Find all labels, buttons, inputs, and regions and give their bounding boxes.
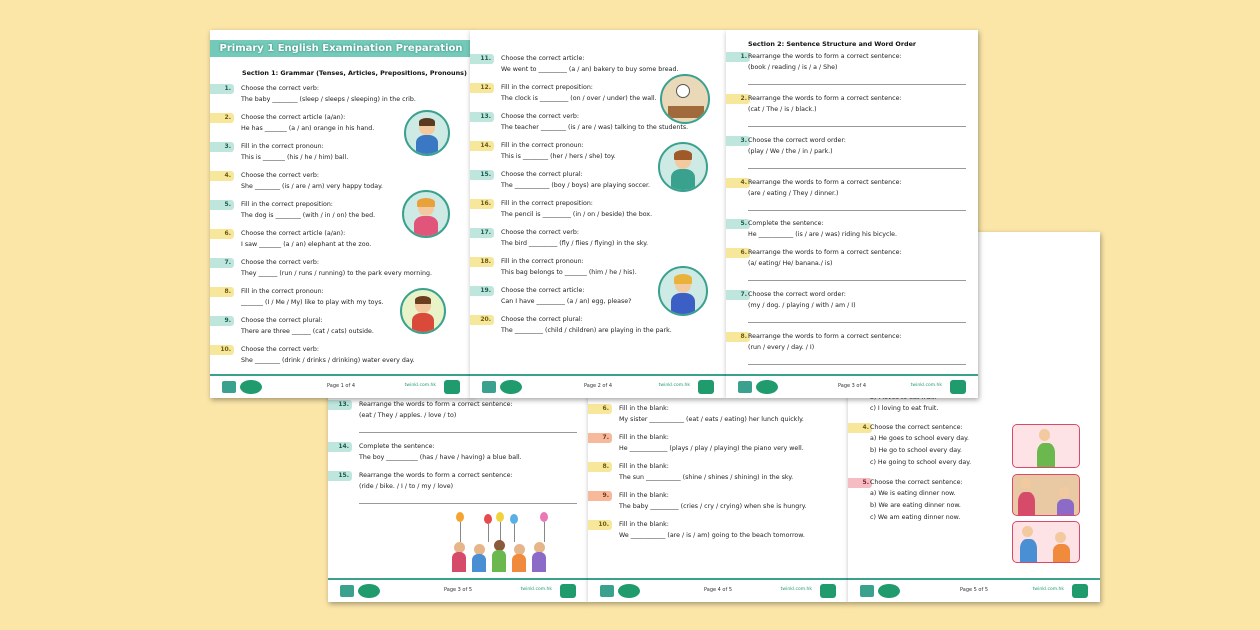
answer-line[interactable] [748, 168, 966, 169]
question-number: 5. [210, 200, 234, 210]
section-heading: Section 1: Grammar (Tenses, Articles, Prepositions, Pronouns) [242, 69, 467, 77]
boy-with-bag-illustration [658, 266, 708, 316]
question-8 [726, 332, 978, 356]
question-number: 2. [726, 94, 750, 104]
right-logo-icon [1072, 584, 1088, 598]
question-number: 13. [328, 400, 352, 410]
answer-line[interactable] [748, 126, 966, 127]
right-logo-icon [820, 584, 836, 598]
question-1 [210, 84, 472, 108]
question-number: 4. [726, 178, 750, 188]
question-5 [726, 219, 978, 243]
question-sentence: (book / reading / is / a / She) [748, 64, 838, 71]
question-title: Choose the correct article (a/an): [241, 230, 346, 237]
question-2 [726, 94, 978, 118]
footer-url: twinkl.com.hk [658, 383, 690, 388]
question-sentence: (a/ eating/ He/ banana./ is) [748, 260, 833, 267]
question-number: 6. [726, 248, 750, 258]
right-logo-icon [950, 380, 966, 394]
page-number: Page 2 of 4 [583, 383, 613, 389]
page-footer [588, 578, 848, 602]
page-number: Page 1 of 4 [326, 383, 356, 389]
question-title: Fill in the correct pronoun: [501, 142, 584, 149]
question-title: Choose the correct plural: [501, 316, 583, 323]
question-title: Choose the correct word order: [748, 137, 846, 144]
right-logo-icon [698, 380, 714, 394]
question-title: Fill in the blank: [619, 463, 669, 470]
question-number: 12. [470, 83, 494, 93]
question-number: 8. [588, 462, 612, 472]
question-sentence: The teacher ________ (is / are / was) talking to the students. [501, 124, 689, 131]
question-10 [588, 520, 848, 544]
question-number: 8. [726, 332, 750, 342]
question-title: Fill in the correct pronoun: [501, 258, 584, 265]
question-4 [726, 178, 978, 202]
option-a[interactable]: a) He goes to school every day. [870, 435, 969, 442]
question-sentence: He ___________ (is / are / was) riding his bicycle. [748, 231, 898, 238]
girl-with-toy-illustration [1012, 424, 1080, 468]
page-footer [470, 374, 726, 398]
question-number: 9. [210, 316, 234, 326]
answer-line[interactable] [359, 503, 577, 504]
question-title: Fill in the blank: [619, 434, 669, 441]
question-number: 5. [848, 478, 872, 488]
question-title: Choose the correct verb: [501, 229, 579, 236]
question-number: 18. [470, 257, 494, 267]
question-20 [470, 315, 726, 339]
question-title: Rearrange the words to form a correct sentence: [748, 333, 902, 340]
question-sentence: The ___________ (boy / boys) are playing soccer. [501, 182, 651, 189]
option-c[interactable]: c) He going to school every day. [870, 459, 972, 466]
question-sentence: My sister ___________ (eat / eats / eating) her lunch quickly. [619, 416, 804, 423]
question-6 [588, 404, 848, 428]
footer-url: twinkl.com.hk [780, 587, 812, 592]
children-balloons-illustration [448, 512, 558, 572]
question-16 [470, 199, 726, 223]
question-sentence: _______ (I / Me / My) like to play with my toys. [241, 299, 384, 306]
question-title: Rearrange the words to form a correct sentence: [748, 249, 902, 256]
question-sentence: (ride / bike. / I / to / my / love) [359, 483, 454, 490]
question-number: 3. [726, 136, 750, 146]
answer-line[interactable] [748, 84, 966, 85]
question-sentence: (my / dog. / playing / with / am / I) [748, 302, 856, 309]
previous-options [848, 396, 1100, 420]
page-number: Page 3 of 4 [837, 383, 867, 389]
option-b[interactable]: b) He go to school every day. [870, 447, 962, 454]
footer-url: twinkl.com.hk [1032, 587, 1064, 592]
page-number: Page 5 of 5 [959, 587, 989, 593]
question-sentence: (eat / They / apples. / love / to) [359, 412, 457, 419]
question-13 [328, 400, 588, 424]
question-number: 1. [726, 52, 750, 62]
answer-line[interactable] [359, 432, 577, 433]
question-title: Choose the correct article (a/an): [241, 114, 346, 121]
question-title: Choose the correct verb: [241, 85, 319, 92]
question-number: 19. [470, 286, 494, 296]
question-sentence: They ______ (run / runs / running) to the park every morning. [241, 270, 432, 277]
question-15 [328, 471, 588, 495]
question-title: Choose the correct verb: [241, 259, 319, 266]
option-a[interactable]: a) We is eating dinner now. [870, 490, 956, 497]
boy-playing-illustration [400, 288, 446, 334]
family-scene-illustration [1012, 474, 1080, 516]
question-title: Rearrange the words to form a correct sentence: [359, 472, 513, 479]
boy-with-orange-illustration [404, 110, 450, 156]
question-number: 15. [328, 471, 352, 481]
footer-url: twinkl.com.hk [404, 383, 436, 388]
question-sentence: The boy __________ (has / have / having) a blue ball. [359, 454, 522, 461]
answer-line[interactable] [748, 210, 966, 211]
question-title: Fill in the correct pronoun: [241, 288, 324, 295]
question-title: Choose the correct verb: [241, 172, 319, 179]
girl-at-desk-illustration [658, 142, 708, 192]
question-14 [328, 442, 588, 466]
question-number: 13. [470, 112, 494, 122]
question-number: 8. [210, 287, 234, 297]
question-number: 9. [588, 491, 612, 501]
question-number: 7. [588, 433, 612, 443]
question-title: Fill in the blank: [619, 492, 669, 499]
question-sentence: The _________ (child / children) are playing in the park. [501, 327, 672, 334]
question-sentence: (play / We / the / in / park.) [748, 148, 833, 155]
question-sentence: This bag belongs to _______ (him / he / his). [501, 269, 637, 276]
footer-url: twinkl.com.hk [910, 383, 942, 388]
question-sentence: He ____________ (plays / play / playing) the piano very well. [619, 445, 804, 452]
question-number: 5. [726, 219, 750, 229]
question-3 [726, 136, 978, 160]
question-number: 3. [210, 142, 234, 152]
question-number: 14. [328, 442, 352, 452]
question-title: Choose the correct sentence: [870, 479, 963, 486]
question-number: 10. [588, 520, 612, 530]
question-number: 10. [210, 345, 234, 355]
question-sentence: The pencil is _________ (in / on / beside) the box. [501, 211, 653, 218]
question-sentence: The baby _________ (cries / cry / crying) when she is hungry. [619, 503, 807, 510]
question-title: Fill in the correct preposition: [241, 201, 333, 208]
answer-line[interactable] [748, 364, 966, 365]
question-title: Choose the correct plural: [501, 171, 583, 178]
question-number: 15. [470, 170, 494, 180]
question-sentence: She ________ (drink / drinks / drinking) water every day. [241, 357, 415, 364]
question-title: Complete the sentence: [748, 220, 824, 227]
question-title: Rearrange the words to form a correct sentence: [748, 53, 902, 60]
question-8 [588, 462, 848, 486]
answer-line[interactable] [748, 322, 966, 323]
question-sentence: The dog is ________ (with / in / on) the bed. [241, 212, 376, 219]
page-footer [328, 578, 588, 602]
question-7 [726, 290, 978, 314]
question-10 [210, 345, 472, 369]
family-eating-illustration [1012, 521, 1080, 563]
question-number: 7. [726, 290, 750, 300]
question-sentence: (are / eating / They / dinner.) [748, 190, 839, 197]
section-heading: Section 2: Sentence Structure and Word Order [748, 40, 917, 48]
question-sentence: We went to _________ (a / an) bakery to buy some bread. [501, 66, 679, 73]
question-number: 6. [588, 404, 612, 414]
question-number: 4. [848, 423, 872, 433]
question-title: Complete the sentence: [359, 443, 435, 450]
worksheet-page-1 [210, 30, 472, 398]
question-sentence: This is ________ (her / hers / she) toy. [501, 153, 616, 160]
option-b[interactable]: b) We are eating dinner now. [870, 502, 961, 509]
question-sentence: This is _______ (his / he / him) ball. [241, 154, 349, 161]
question-9 [588, 491, 848, 515]
question-sentence: The baby ________ (sleep / sleeps / sleeping) in the crib. [241, 96, 416, 103]
page-number: Page 3 of 5 [443, 587, 473, 593]
question-sentence: (cat / The / is / black.) [748, 106, 817, 113]
question-title: Choose the correct sentence: [870, 424, 963, 431]
question-number: 11. [470, 54, 494, 64]
right-logo-icon [560, 584, 576, 598]
question-title: Fill in the blank: [619, 521, 669, 528]
option-text: c) I loving to eat fruit. [870, 405, 939, 412]
page-footer [848, 578, 1100, 602]
question-sentence: She ________ (is / are / am) very happy today. [241, 183, 383, 190]
classroom-clock-illustration [660, 74, 710, 124]
question-number: 4. [210, 171, 234, 181]
question-title: Choose the correct verb: [501, 113, 579, 120]
question-6 [726, 248, 978, 272]
question-title: Fill in the blank: [619, 405, 669, 412]
question-title: Choose the correct word order: [748, 291, 846, 298]
question-title: Fill in the correct preposition: [501, 200, 593, 207]
worksheet-page-3 [726, 30, 978, 398]
question-title: Rearrange the words to form a correct sentence: [359, 401, 513, 408]
question-sentence: The bird _________ (fly / flies / flying) in the sky. [501, 240, 649, 247]
question-sentence: The sun ___________ (shine / shines / shining) in the sky. [619, 474, 794, 481]
page-footer [210, 374, 472, 398]
question-title: Rearrange the words to form a correct sentence: [748, 179, 902, 186]
question-title: Fill in the correct preposition: [501, 84, 593, 91]
question-title: Choose the correct verb: [241, 346, 319, 353]
question-sentence: (run / every / day. / I) [748, 344, 815, 351]
answer-line[interactable] [748, 280, 966, 281]
question-sentence: Can I have _________ (a / an) egg, please? [501, 298, 632, 305]
question-title: Fill in the correct pronoun: [241, 143, 324, 150]
question-number: 16. [470, 199, 494, 209]
question-number: 17. [470, 228, 494, 238]
question-number: 6. [210, 229, 234, 239]
question-sentence: There are three ______ (cat / cats) outside. [241, 328, 374, 335]
question-sentence: We ___________ (are / is / am) going to the beach tomorrow. [619, 532, 805, 539]
page-footer [726, 374, 978, 398]
question-17 [470, 228, 726, 252]
footer-url: twinkl.com.hk [520, 587, 552, 592]
right-logo-icon [444, 380, 460, 394]
page-number: Page 4 of 5 [703, 587, 733, 593]
girl-waving-illustration [402, 190, 450, 238]
question-1 [726, 52, 978, 76]
worksheet-page-2 [470, 30, 726, 398]
question-sentence: He has _______ (a / an) orange in his hand. [241, 125, 375, 132]
worksheet-page-5 [588, 390, 848, 602]
question-number: 7. [210, 258, 234, 268]
question-number: 2. [210, 113, 234, 123]
option-c[interactable]: c) We am eating dinner now. [870, 514, 961, 521]
question-number: 20. [470, 315, 494, 325]
question-7 [588, 433, 848, 457]
question-title: Rearrange the words to form a correct sentence: [748, 95, 902, 102]
question-title: Choose the correct plural: [241, 317, 323, 324]
question-sentence: The clock is _________ (on / over / under) the wall. [501, 95, 657, 102]
question-7 [210, 258, 472, 282]
question-title: Choose the correct article: [501, 287, 585, 294]
question-number: 1. [210, 84, 234, 94]
worksheet-page-4 [328, 390, 588, 602]
question-title: Choose the correct article: [501, 55, 585, 62]
worksheet-title: Primary 1 English Examination Preparation [210, 40, 472, 57]
question-number: 14. [470, 141, 494, 151]
question-sentence: I saw _______ (a / an) elephant at the zoo. [241, 241, 372, 248]
